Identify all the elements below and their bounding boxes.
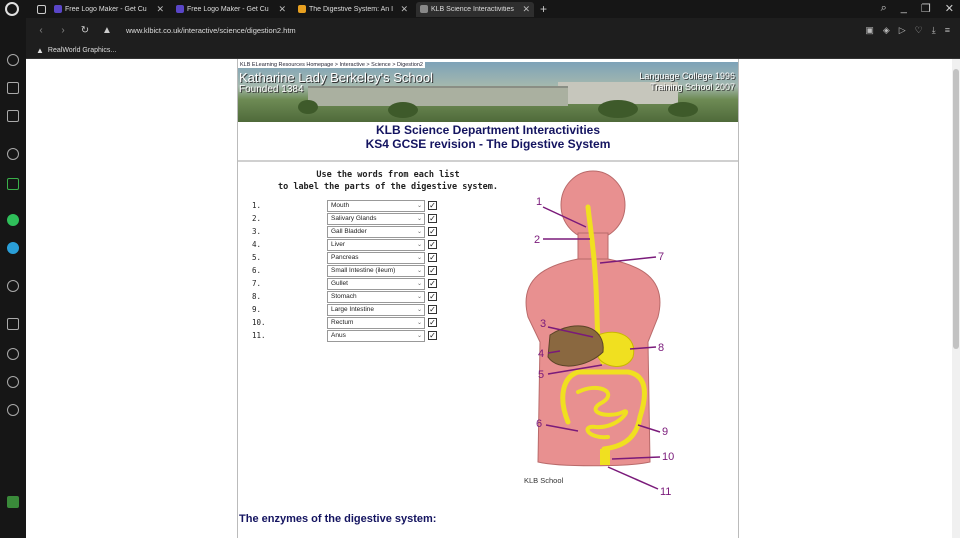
lang-line-1: Language College 1996 <box>639 71 735 81</box>
banner-tree <box>598 100 638 118</box>
forward-icon[interactable]: › <box>61 24 65 36</box>
tab-favicon-icon <box>298 5 306 13</box>
diagram-label-9: 9 <box>662 426 669 438</box>
diagram-label-5: 5 <box>538 369 545 381</box>
scrollbar[interactable] <box>952 59 960 538</box>
page-title <box>238 123 738 151</box>
tab-favicon-icon <box>420 5 428 13</box>
play-icon[interactable]: ▷ <box>898 24 906 35</box>
divider <box>238 160 738 162</box>
school-name: Katharine Lady Berkeley's School <box>239 70 433 85</box>
row-number: 11. <box>252 331 266 340</box>
tab-title: Free Logo Maker - Get Cu <box>187 5 269 13</box>
diagram-label-10: 10 <box>662 451 675 463</box>
tab-2[interactable] <box>172 2 290 17</box>
answer-select[interactable] <box>327 200 425 212</box>
answer-row-2 <box>238 213 538 226</box>
chevron-down-icon: ⌄ <box>416 229 422 235</box>
select-value: Large Intestine <box>331 306 375 313</box>
tab-close-icon[interactable]: ✕ <box>400 3 408 14</box>
row-number: 5. <box>252 253 262 262</box>
row-number: 8. <box>252 292 262 301</box>
instr-line-2: to label the parts of the digestive system. <box>277 182 499 192</box>
banner-tree <box>668 102 698 117</box>
answer-select[interactable] <box>327 265 425 277</box>
tab-4-active[interactable] <box>416 2 534 17</box>
checkbox-icon[interactable]: ✓ <box>429 253 436 262</box>
diagram-label-3: 3 <box>540 318 547 330</box>
opera-menu-icon[interactable] <box>5 2 19 16</box>
chevron-down-icon: ⌄ <box>416 320 422 326</box>
checkbox-icon[interactable]: ✓ <box>429 279 436 288</box>
label-line <box>608 467 658 489</box>
minimize-icon[interactable]: _ <box>900 2 907 14</box>
row-number: 4. <box>252 240 262 249</box>
select-value: Liver <box>331 241 346 248</box>
digestive-system-diagram <box>508 167 738 497</box>
select-value: Small Intestine (ileum) <box>331 267 396 274</box>
heading-1: KLB Science Department Interactivities <box>375 123 601 137</box>
tab-bar <box>0 0 960 18</box>
banner-tree <box>298 100 318 114</box>
founded-year: Founded 1384 <box>239 84 304 95</box>
select-value: Gullet <box>331 280 348 287</box>
sidebar-whatsapp-icon[interactable] <box>7 214 19 226</box>
bookmark-realworld[interactable]: RealWorld Graphics... <box>47 46 117 54</box>
sidebar-extension-icon[interactable] <box>7 496 19 508</box>
sidebar-shield-icon[interactable] <box>7 148 19 160</box>
tab-1[interactable] <box>50 2 168 17</box>
answer-select[interactable] <box>327 304 425 316</box>
row-number: 7. <box>252 279 262 288</box>
window-controls <box>881 2 954 15</box>
shield-icon[interactable]: ◈ <box>882 24 890 35</box>
row-number: 1. <box>252 201 262 210</box>
tab-favicon-icon <box>176 5 184 13</box>
new-tab-icon[interactable]: + <box>540 2 548 16</box>
answer-select[interactable] <box>327 239 425 251</box>
answer-select[interactable] <box>327 252 425 264</box>
tab-close-icon[interactable]: ✕ <box>278 3 286 14</box>
select-value: Rectum <box>331 319 354 326</box>
sidebar <box>0 18 26 538</box>
scrollbar-thumb[interactable] <box>953 69 959 349</box>
tab-close-icon[interactable]: ✕ <box>522 3 530 14</box>
answer-row-9 <box>238 304 538 317</box>
chevron-down-icon: ⌄ <box>416 203 422 209</box>
answer-row-4 <box>238 239 538 252</box>
address-bar <box>26 20 960 40</box>
section-heading: The enzymes of the digestive system: <box>239 513 437 525</box>
chevron-down-icon: ⌄ <box>416 255 422 261</box>
answer-row-5 <box>238 252 538 265</box>
answer-select[interactable] <box>327 330 425 342</box>
sidebar-box-icon[interactable] <box>7 376 19 388</box>
checkbox-icon[interactable]: ✓ <box>429 305 436 314</box>
diagram-label-7: 7 <box>658 251 665 263</box>
answer-select[interactable] <box>327 278 425 290</box>
answer-row-11 <box>238 330 538 343</box>
page-container <box>238 59 738 538</box>
answer-row-1 <box>238 200 538 213</box>
answer-select[interactable] <box>327 317 425 329</box>
download-icon[interactable]: ⤓ <box>931 24 936 35</box>
checkbox-icon[interactable]: ✓ <box>429 240 436 249</box>
answer-row-7 <box>238 278 538 291</box>
tab-title: KLB Science Interactivities <box>431 5 514 13</box>
checkbox-icon[interactable]: ✓ <box>429 292 436 301</box>
row-number: 3. <box>252 227 262 236</box>
tab-workspaces-icon[interactable] <box>37 5 46 14</box>
bookmarks-bar <box>26 42 960 59</box>
tab-title: The Digestive System: An I <box>309 5 394 13</box>
select-value: Stomach <box>331 293 357 300</box>
sidebar-music-icon[interactable] <box>7 280 19 292</box>
heading-2: KS4 GCSE revision - The Digestive System <box>365 137 611 151</box>
chevron-down-icon: ⌄ <box>416 333 422 339</box>
page-border-right <box>738 59 739 538</box>
close-window-icon[interactable]: ✕ <box>944 3 954 15</box>
instructions <box>238 169 538 193</box>
row-number: 2. <box>252 214 262 223</box>
checkbox-icon[interactable]: ✓ <box>429 266 436 275</box>
diagram-label-8: 8 <box>658 342 665 354</box>
breadcrumb[interactable]: KLB ELearning Resources Homepage > Interactive > Science > Digestion2 <box>240 62 423 68</box>
row-number: 6. <box>252 266 262 275</box>
sidebar-history-icon[interactable] <box>7 348 19 360</box>
answer-select[interactable] <box>327 226 425 238</box>
diagram-label-11: 11 <box>660 486 672 497</box>
sidebar-settings-icon[interactable] <box>7 404 19 416</box>
banner-building <box>308 86 568 106</box>
checkbox-icon[interactable]: ✓ <box>429 318 436 327</box>
sidebar-home-icon[interactable] <box>7 54 19 66</box>
answer-row-3 <box>238 226 538 239</box>
lang-line-2: Training School 2007 <box>650 82 735 92</box>
answer-row-6 <box>238 265 538 278</box>
chevron-down-icon: ⌄ <box>416 268 422 274</box>
diagram-label-4: 4 <box>538 348 545 360</box>
diagram-label-2: 2 <box>534 234 541 246</box>
row-number: 10. <box>252 318 266 327</box>
instr-line-1: Use the words from each list <box>316 170 460 180</box>
answer-select[interactable] <box>327 291 425 303</box>
rectum-shape <box>600 449 610 465</box>
diagram-label-1: 1 <box>536 196 543 208</box>
web-content <box>26 59 952 538</box>
chevron-down-icon: ⌄ <box>416 281 422 287</box>
answer-row-10 <box>238 317 538 330</box>
sidebar-messenger-icon[interactable] <box>7 110 19 122</box>
answer-row-8 <box>238 291 538 304</box>
select-value: Anus <box>331 332 346 339</box>
chevron-down-icon: ⌄ <box>416 242 422 248</box>
chevron-down-icon: ⌄ <box>416 216 422 222</box>
sidebar-bag-icon[interactable] <box>7 82 19 94</box>
heart-icon[interactable]: ♡ <box>914 24 923 35</box>
school-banner <box>238 62 738 122</box>
checkbox-icon[interactable]: ✓ <box>429 331 436 340</box>
answer-select[interactable] <box>327 213 425 225</box>
checkbox-icon[interactable]: ✓ <box>429 227 436 236</box>
tab-favicon-icon <box>54 5 62 13</box>
menu-icon[interactable]: ≡ <box>944 24 950 35</box>
banner-tree <box>388 102 418 118</box>
camera-icon[interactable]: ▣ <box>865 24 874 35</box>
search-tabs-icon[interactable]: ⌕ <box>880 2 887 14</box>
tab-3[interactable] <box>294 2 412 17</box>
tab-title: Free Logo Maker - Get Cu <box>65 5 147 13</box>
chevron-down-icon: ⌄ <box>416 294 422 300</box>
sidebar-app-icon[interactable] <box>7 178 19 190</box>
select-value: Salivary Glands <box>331 215 377 222</box>
select-value: Pancreas <box>331 254 359 261</box>
diagram-label-6: 6 <box>536 418 543 430</box>
diagram-credit: KLB School <box>524 476 564 485</box>
restore-icon[interactable]: ❐ <box>920 3 931 15</box>
reload-icon[interactable]: ↻ <box>80 24 90 36</box>
select-value: Gall Bladder <box>331 228 367 235</box>
sidebar-grid-icon[interactable] <box>7 318 19 330</box>
select-value: Mouth <box>331 202 350 209</box>
tab-close-icon[interactable]: ✕ <box>156 3 164 14</box>
chevron-down-icon: ⌄ <box>416 307 422 313</box>
sidebar-telegram-icon[interactable] <box>7 242 19 254</box>
row-number: 9. <box>252 305 262 314</box>
college-status <box>639 71 735 93</box>
url-field[interactable]: www.klbict.co.uk/interactive/science/digestion2.htm <box>126 25 296 35</box>
checkbox-icon[interactable]: ✓ <box>429 214 436 223</box>
bookmark-icon: ▲ <box>36 45 44 55</box>
back-icon[interactable]: ‹ <box>39 24 43 36</box>
checkbox-icon[interactable]: ✓ <box>429 201 436 210</box>
site-warning-icon[interactable]: ▲ <box>102 24 112 36</box>
address-bar-tools <box>865 25 950 36</box>
